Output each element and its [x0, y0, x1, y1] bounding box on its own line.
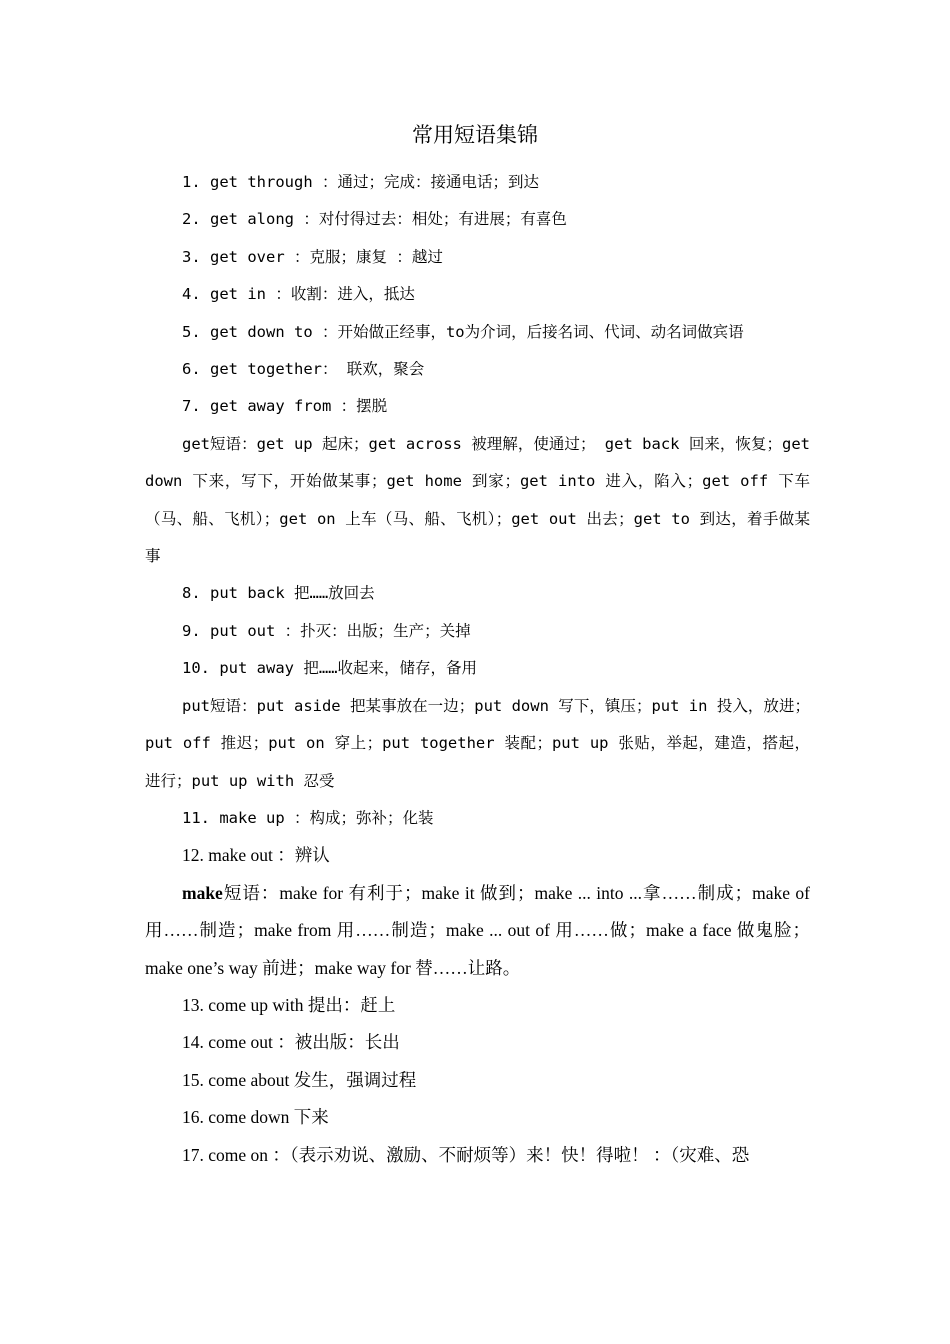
phrase-paragraph	[145, 426, 810, 576]
paragraph-text: 短语：make for 有利于；make it 做到；make ... into ...拿……制成；make of 用……制造；make from 用……制造；make ... out of 用……做；make a face 做鬼脸；make one’s way 前进；make way for 替……让路。	[145, 882, 810, 978]
paragraph-text: 8. put back 把……放回去	[182, 584, 375, 603]
phrase-paragraph	[145, 837, 810, 874]
paragraph-text: get短语：get up 起床；get across 被理解，使通过； get back 回来，恢复；get down 下来，写下，开始做某事；get home 到家；get into 进入，陷入；get off 下车（马、船、飞机）；get on 上车（马、船、飞机）；get out 出去；get to 到达，着手做某事	[145, 434, 810, 566]
phrase-paragraph	[145, 800, 810, 837]
phrase-paragraph	[145, 987, 810, 1024]
phrase-paragraph	[145, 314, 810, 351]
phrase-paragraph	[145, 1024, 810, 1061]
paragraph-text: 3. get over ：克服；康复 ：越过	[182, 247, 443, 266]
paragraph-text: 10. put away 把……收起来，储存，备用	[182, 659, 477, 678]
paragraph-text: 11. make up ：构成；弥补；化装	[182, 808, 434, 827]
paragraph-text: 17. come on ：（表示劝说、激励、不耐烦等）来！快！得啦！ ：（灾难、恐	[182, 1144, 750, 1165]
phrase-paragraph	[145, 1137, 810, 1174]
page-title: 常用短语集锦	[412, 123, 538, 147]
document-body	[145, 164, 810, 1174]
phrase-paragraph	[145, 875, 810, 987]
phrase-paragraph	[145, 351, 810, 388]
paragraph-text: 5. get down to ：开始做正经事，to为介词，后接名词、代词、动名词做宾语	[182, 322, 744, 341]
paragraph-text: 9. put out ：扑灭：出版；生产；关掉	[182, 621, 471, 640]
phrase-paragraph	[145, 1062, 810, 1099]
paragraph-text: 4. get in ：收割：进入，抵达	[182, 285, 415, 304]
phrase-paragraph	[145, 239, 810, 276]
paragraph-text: 15. come about 发生，强调过程	[182, 1069, 417, 1090]
paragraph-text: 6. get together： 联欢，聚会	[182, 360, 425, 379]
phrase-paragraph	[145, 650, 810, 687]
paragraph-text: 2. get along ：对付得过去：相处；有进展；有喜色	[182, 210, 567, 229]
paragraph-text: 7. get away from ：摆脱	[182, 397, 388, 416]
phrase-paragraph	[145, 388, 810, 425]
phrase-paragraph	[145, 164, 810, 201]
phrase-paragraph	[145, 688, 810, 800]
phrase-paragraph	[145, 613, 810, 650]
phrase-paragraph	[145, 276, 810, 313]
paragraph-lead-bold: make	[182, 882, 223, 903]
paragraph-text: 14. come out ：被出版：长出	[182, 1032, 400, 1053]
phrase-paragraph	[145, 201, 810, 238]
paragraph-text: 16. come down 下来	[182, 1107, 329, 1128]
paragraph-text: 13. come up with 提出：赶上	[182, 994, 396, 1015]
phrase-paragraph	[145, 1099, 810, 1136]
phrase-paragraph	[145, 575, 810, 612]
paragraph-text: 12. make out ：辨认	[182, 845, 330, 866]
paragraph-text: put短语：put aside 把某事放在一边；put down 写下，镇压；put in 投入，放进；put off 推迟；put on 穿上；put together 装配；put up 张贴，举起，建造，搭起，进行；put up with 忍受	[145, 696, 810, 790]
paragraph-text: 1. get through ：通过；完成：接通电话；到达	[182, 173, 539, 191]
